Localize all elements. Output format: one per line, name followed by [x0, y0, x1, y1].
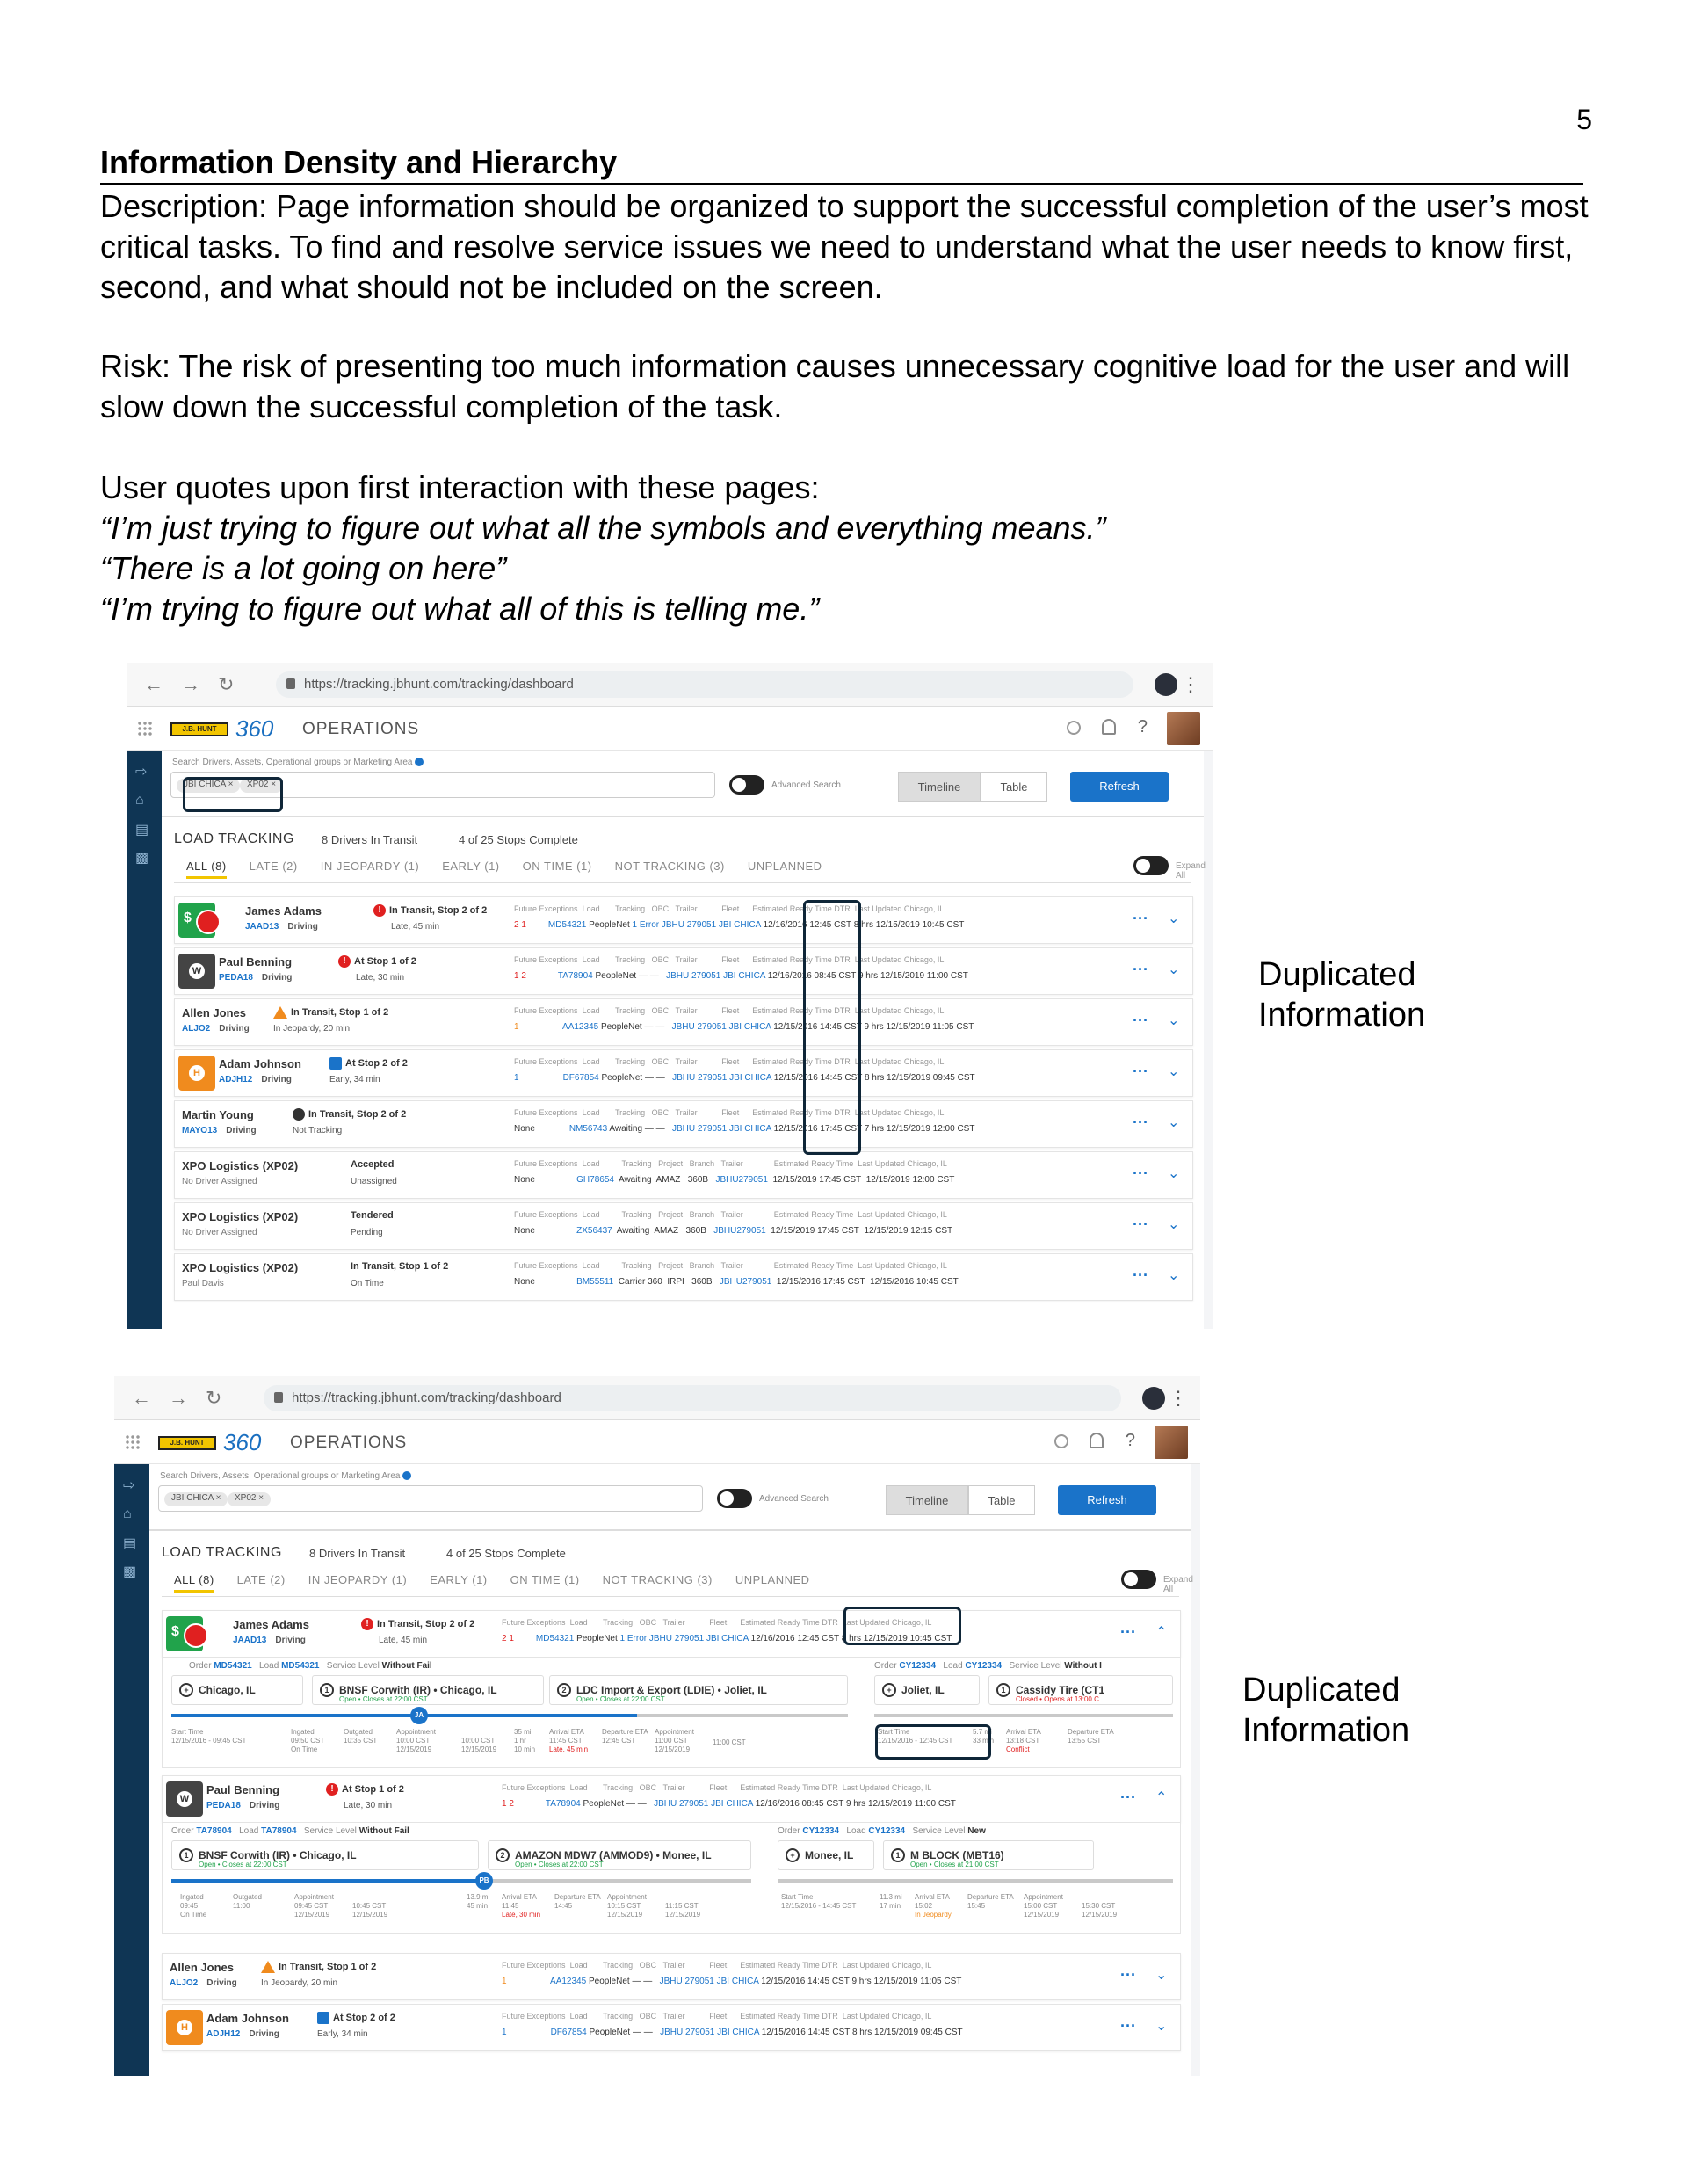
- timeline-details: 11:15 CST 12/15/2019: [665, 1902, 701, 1919]
- order-line: Order MD54321 Load MD54321 Service Level Without Fail: [189, 1661, 432, 1671]
- timeline-details: Start Time 12/15/2016 - 09:45 CST: [171, 1728, 247, 1745]
- column-headers: Future Exceptions Load Tracking OBC Trailer Fleet Estimated Ready Time DTR Last Updated Chicago, IL: [514, 955, 945, 964]
- duplicate-highlight-fleet-column: [803, 900, 861, 1155]
- trip-status: In Transit, Stop 1 of 2: [261, 1961, 376, 1973]
- timeline-details: Appointment 10:00 CST 12/15/2019: [396, 1728, 436, 1753]
- trip-substatus: Early, 34 min: [329, 1075, 380, 1085]
- section-name: OPERATIONS: [290, 1433, 408, 1452]
- chevron-down-icon[interactable]: ⌄: [1168, 1268, 1180, 1283]
- bell-icon[interactable]: [1102, 719, 1116, 735]
- driver-name: James Adams: [245, 904, 322, 918]
- trip-substatus: Late, 45 min: [391, 922, 440, 932]
- stops-complete: 4 of 25 Stops Complete: [446, 1547, 566, 1560]
- timeline-details: Ingated 09:50 CST On Time: [291, 1728, 325, 1753]
- trip-detail-panel: [162, 1823, 1181, 1934]
- expand-all-label: Expand All: [1176, 861, 1206, 881]
- tab-all[interactable]: ALL (8): [174, 1573, 214, 1593]
- quotes-block: [100, 468, 1594, 629]
- driver-name: Adam Johnson: [219, 1057, 301, 1070]
- driver-code: ALJO2 Driving: [182, 1024, 250, 1034]
- timeline-details: Outgated 10:35 CST: [344, 1728, 378, 1745]
- forward-icon[interactable]: →: [181, 673, 200, 695]
- timeline-view-button[interactable]: Timeline: [886, 1485, 968, 1515]
- order-line: Order CY12334 Load CY12334 Service Level Without I: [874, 1661, 1102, 1671]
- tab-on-time[interactable]: ON TIME (1): [510, 1573, 580, 1586]
- plus-icon: +: [786, 1848, 800, 1862]
- trip-status: In Transit, Stop 1 of 2: [273, 1006, 388, 1019]
- browser-chrome: [114, 1376, 1200, 1420]
- exception-dollar-icon: [178, 903, 215, 938]
- duplicate-highlight-ready-time: [844, 1607, 961, 1645]
- timeline-details: 11.3 mi 17 min: [880, 1893, 902, 1910]
- driver-code: ALJO2 Driving: [170, 1978, 237, 1988]
- column-headers: Future Exceptions Load Tracking OBC Trailer Fleet Estimated Ready Time DTR Last Updated Chicago, IL: [502, 2012, 932, 2021]
- trip-status: Tendered: [351, 1210, 394, 1221]
- trip-substatus: Unassigned: [351, 1177, 397, 1186]
- tab-all[interactable]: ALL (8): [186, 860, 227, 879]
- filter-tabs: [174, 1573, 833, 1593]
- driver-name: Paul Benning: [219, 955, 293, 969]
- tab-on-time[interactable]: ON TIME (1): [522, 860, 592, 873]
- info-badge-icon: [317, 2012, 329, 2024]
- refresh-button[interactable]: Refresh: [1058, 1485, 1156, 1515]
- help-icon[interactable]: ?: [1125, 1431, 1135, 1450]
- stop-card[interactable]: 2 LDC Import & Export (LDIE) • Joliet, IL Open • Closes at 22:00 CST: [549, 1675, 848, 1705]
- back-icon[interactable]: ←: [132, 1387, 151, 1409]
- column-headers: Future Exceptions Load Tracking OBC Trailer Fleet Estimated Ready Time DTR Last Updated Chicago, IL: [502, 1618, 932, 1627]
- more-options-icon[interactable]: ···: [1133, 1266, 1148, 1284]
- main-content: [162, 751, 1204, 1329]
- load-row[interactable]: [174, 1049, 1193, 1097]
- jbhunt-logo: J.B. HUNT: [170, 722, 228, 736]
- timeline-details: Outgated 11:00: [233, 1893, 262, 1910]
- chevron-down-icon[interactable]: ⌄: [1155, 1968, 1168, 1983]
- timeline-details: Start Time 12/15/2016 - 14:45 CST: [781, 1893, 857, 1910]
- carrier-name: XPO Logistics (XP02): [182, 1261, 299, 1274]
- timeline-details: Arrival ETA 11:45 CST Late, 45 min: [549, 1728, 589, 1753]
- timeline-details: Appointment 15:00 CST 12/15/2019: [1024, 1893, 1063, 1919]
- quotes-intro: User quotes upon first interaction with these pages:: [100, 469, 820, 505]
- tab-not-tracking[interactable]: NOT TRACKING (3): [614, 860, 725, 873]
- timeline-details: Appointment 11:00 CST 12/15/2019: [655, 1728, 694, 1753]
- stop-number-icon: 1: [996, 1683, 1010, 1697]
- trip-substatus: Late, 30 min: [356, 973, 405, 983]
- stop-card[interactable]: 1 BNSF Corwith (IR) • Chicago, IL Open • Closes at 22:00 CST: [171, 1840, 479, 1870]
- driver-h-icon: [178, 1056, 215, 1091]
- search-icon[interactable]: [1067, 721, 1081, 735]
- row-values: 1 DF67854 PeopleNet — — JBHU 279051 JBI CHICA 12/15/2016 14:45 CST 8 hrs 12/15/2019 09:45 CST: [514, 1073, 975, 1083]
- driver-name: James Adams: [233, 1618, 309, 1631]
- tab-in-jeopardy[interactable]: IN JEOPARDY (1): [308, 1573, 408, 1586]
- chevron-down-icon[interactable]: ⌄: [1168, 1166, 1180, 1181]
- trip-status: ! In Transit, Stop 2 of 2: [373, 904, 487, 917]
- trip-detail-panel: [162, 1658, 1181, 1768]
- app-grid-icon[interactable]: [125, 1434, 141, 1450]
- warning-icon: [261, 1961, 275, 1973]
- lock-icon: [274, 1392, 283, 1403]
- trip-status: ! At Stop 1 of 2: [338, 955, 416, 968]
- browser-chrome: [127, 663, 1213, 707]
- chevron-down-icon[interactable]: ⌄: [1155, 2019, 1168, 2034]
- alert-icon: !: [373, 904, 386, 917]
- row-values: 2 1 MD54321 PeopleNet 1 Error JBHU 279051 JBI CHICA 12/16/2016 12:45 CST 8 hrs 12/15/2019 10:45 CST: [514, 920, 965, 930]
- trip-status: Accepted: [351, 1159, 395, 1170]
- driver-code: PEDA18 Driving: [206, 1801, 280, 1810]
- pin-icon[interactable]: ⇨: [123, 1478, 135, 1493]
- app-header: [127, 707, 1213, 751]
- advanced-search-label: Advanced Search: [759, 1494, 829, 1504]
- browser-menu-icon[interactable]: ⋮: [1169, 1387, 1188, 1409]
- stop-card[interactable]: 1 BNSF Corwith (IR) • Chicago, IL Open • Closes at 22:00 CST: [312, 1675, 544, 1705]
- order-line: Order TA78904 Load TA78904 Service Level Without Fail: [171, 1826, 409, 1836]
- row-values: 1 2 TA78904 PeopleNet — — JBHU 279051 JBI CHICA 12/16/2016 08:45 CST 9 hrs 12/15/2019 11:00 CST: [514, 971, 968, 981]
- timeline-details: 5.7 mi 33 min: [973, 1728, 995, 1745]
- trip-status: In Transit, Stop 2 of 2: [293, 1108, 406, 1121]
- stops-complete: 4 of 25 Stops Complete: [459, 833, 578, 846]
- alert-icon: !: [338, 955, 351, 968]
- url-text: https://tracking.jbhunt.com/tracking/dashboard: [292, 1390, 561, 1405]
- load-row[interactable]: [174, 1253, 1193, 1301]
- load-row[interactable]: [174, 896, 1193, 944]
- row-values: 1 DF67854 PeopleNet — — JBHU 279051 JBI CHICA 12/15/2016 14:45 CST 8 hrs 12/15/2019 09:45 CST: [502, 2028, 963, 2037]
- drivers-in-transit: 8 Drivers In Transit: [322, 833, 418, 846]
- trip-substatus: Late, 45 min: [379, 1636, 428, 1645]
- driver-name: Paul Benning: [206, 1783, 280, 1796]
- load-row[interactable]: [162, 2004, 1181, 2051]
- trip-substatus: In Jeopardy, 20 min: [273, 1024, 351, 1034]
- pin-icon[interactable]: ⇨: [135, 765, 148, 780]
- timeline-details: 35 mi 1 hr 10 min: [514, 1728, 536, 1753]
- bell-icon[interactable]: [1090, 1433, 1104, 1448]
- dashboard-screenshot-expanded: [114, 1376, 1200, 2076]
- trip-substatus: Pending: [351, 1228, 383, 1237]
- filter-chip[interactable]: JBI CHICA ×: [164, 1492, 228, 1506]
- more-options-icon[interactable]: ···: [1133, 1215, 1148, 1233]
- progress-track: [778, 1879, 1173, 1883]
- chevron-down-icon[interactable]: ⌄: [1168, 1013, 1180, 1028]
- progress-track: [874, 1714, 1173, 1717]
- driver-name: Allen Jones: [170, 1961, 234, 1974]
- tab-not-tracking[interactable]: NOT TRACKING (3): [602, 1573, 713, 1586]
- filter-chip[interactable]: JBI CHICA ×: [177, 779, 240, 793]
- stop-number-icon: 1: [320, 1683, 334, 1697]
- annotation-label: Duplicated Information: [1242, 1672, 1410, 1749]
- info-badge-icon: [329, 1057, 342, 1070]
- more-options-icon[interactable]: ···: [1133, 1165, 1148, 1182]
- page-number: 5: [1576, 104, 1592, 135]
- forward-icon[interactable]: →: [169, 1387, 188, 1409]
- driver-position-pin: PB: [475, 1872, 493, 1890]
- more-options-icon[interactable]: ···: [1133, 1114, 1148, 1131]
- driver-w-icon: [166, 1781, 203, 1817]
- timeline-details: Appointment 09:45 CST 12/15/2019: [294, 1893, 334, 1919]
- stop-card[interactable]: 2 AMAZON MDW7 (AMMOD9) • Monee, IL Open • Closes at 22:00 CST: [488, 1840, 751, 1870]
- expand-all-label: Expand All: [1163, 1575, 1193, 1594]
- analytics-icon[interactable]: ▩: [123, 1564, 137, 1579]
- row-values: 1 2 TA78904 PeopleNet — — JBHU 279051 JBI CHICA 12/16/2016 08:45 CST 9 hrs 12/15/2019 11:00 CST: [502, 1799, 956, 1809]
- alert-icon: !: [361, 1618, 373, 1630]
- product-logo: 360: [235, 715, 274, 742]
- load-row-expanded[interactable]: [162, 1775, 1181, 1823]
- browser-menu-icon[interactable]: ⋮: [1181, 673, 1200, 695]
- more-options-icon[interactable]: ···: [1120, 2017, 1136, 2035]
- chevron-down-icon[interactable]: ⌄: [1168, 1064, 1180, 1079]
- more-options-icon[interactable]: ···: [1133, 1063, 1148, 1080]
- drivers-in-transit: 8 Drivers In Transit: [309, 1547, 406, 1560]
- search-icon[interactable]: [1054, 1434, 1068, 1448]
- driver-w-icon: [178, 954, 215, 989]
- timeline-details: Start Time 12/15/2016 - 12:45 CST: [878, 1728, 953, 1745]
- main-content: [149, 1464, 1191, 2076]
- tab-early[interactable]: EARLY (1): [442, 860, 500, 873]
- plus-icon: +: [882, 1683, 896, 1697]
- progress-track: [488, 1879, 751, 1883]
- timeline-details: Departure ETA 14:45: [554, 1893, 601, 1910]
- trip-status: ! At Stop 1 of 2: [326, 1783, 404, 1796]
- tab-in-jeopardy[interactable]: IN JEOPARDY (1): [320, 860, 420, 873]
- more-options-icon[interactable]: ···: [1120, 1623, 1136, 1641]
- driver-name: Adam Johnson: [206, 2012, 289, 2025]
- quote: “There is a lot going on here”: [100, 550, 507, 586]
- driver-assignment: No Driver Assigned: [182, 1177, 257, 1186]
- reload-icon[interactable]: ↻: [218, 673, 235, 695]
- stop-number-icon: 2: [557, 1683, 571, 1697]
- section-title: Information Density and Hierarchy: [100, 144, 1583, 185]
- jbhunt-logo: J.B. HUNT: [158, 1436, 216, 1450]
- driver-code: PEDA18 Driving: [219, 973, 293, 983]
- not-tracking-icon: [293, 1108, 305, 1121]
- home-icon[interactable]: ⌂: [123, 1506, 132, 1521]
- app-grid-icon[interactable]: [137, 721, 153, 736]
- app-header: [114, 1420, 1200, 1464]
- url-text: https://tracking.jbhunt.com/tracking/dashboard: [304, 677, 574, 692]
- order-line: Order CY12334 Load CY12334 Service Level New: [778, 1826, 986, 1836]
- timeline-details: 10:00 CST 12/15/2019: [461, 1737, 497, 1753]
- stop-number-icon: 1: [179, 1848, 193, 1862]
- row-values: None ZX56437 Awaiting AMAZ 360B JBHU279051 12/15/2019 17:45 CST 12/15/2019 12:15 CST: [514, 1226, 953, 1236]
- timeline-details: 10:45 CST 12/15/2019: [352, 1902, 388, 1919]
- column-headers: Future Exceptions Load Tracking Project Branch Trailer Estimated Ready Time Last Updated Chicago, IL: [514, 1261, 947, 1270]
- dashboard-screenshot-collapsed: [127, 663, 1213, 1329]
- stop-number-icon: 2: [496, 1848, 510, 1862]
- tab-unplanned[interactable]: UNPLANNED: [747, 860, 822, 873]
- row-values: 2 1 MD54321 PeopleNet 1 Error JBHU 279051 JBI CHICA 12/16/2016 12:45 CST 8 hrs 12/15/2019 10:45 CST: [502, 1634, 952, 1643]
- help-icon[interactable]: ?: [1137, 717, 1148, 736]
- plus-icon: +: [179, 1683, 193, 1697]
- left-nav: [114, 1464, 149, 2076]
- column-headers: Future Exceptions Load Tracking OBC Trailer Fleet Estimated Ready Time DTR Last Updated Chicago, IL: [514, 904, 945, 913]
- carrier-name: XPO Logistics (XP02): [182, 1159, 299, 1172]
- expand-all-toggle[interactable]: [1133, 856, 1169, 875]
- progress-track: [637, 1714, 848, 1717]
- column-headers: Future Exceptions Load Tracking OBC Trailer Fleet Estimated Ready Time DTR Last Updated Chicago, IL: [502, 1961, 932, 1970]
- load-row-expanded[interactable]: [162, 1610, 1181, 1658]
- left-nav: [127, 751, 162, 1329]
- user-avatar[interactable]: [1167, 712, 1200, 745]
- back-icon[interactable]: ←: [144, 673, 163, 695]
- column-headers: Future Exceptions Load Tracking OBC Trailer Fleet Estimated Ready Time DTR Last Updated Chicago, IL: [514, 1108, 945, 1117]
- driver-code: ADJH12 Driving: [219, 1075, 292, 1085]
- load-row[interactable]: [174, 1202, 1193, 1250]
- more-options-icon[interactable]: ···: [1133, 961, 1148, 978]
- timeline-details: 13.9 mi 45 min: [467, 1893, 490, 1910]
- more-options-icon[interactable]: ···: [1120, 1966, 1136, 1984]
- timeline-details: Arrival ETA 11:45 Late, 30 min: [502, 1893, 541, 1919]
- filter-chip[interactable]: XP02 ×: [240, 779, 283, 793]
- info-icon[interactable]: [402, 1471, 411, 1480]
- trip-substatus: Early, 34 min: [317, 2029, 368, 2039]
- address-bar[interactable]: [264, 1385, 1121, 1411]
- timeline-details: Arrival ETA 13:18 CST Conflict: [1006, 1728, 1041, 1753]
- trip-substatus: Late, 30 min: [344, 1801, 393, 1810]
- section-name: OPERATIONS: [302, 720, 420, 738]
- row-values: None BM55511 Carrier 360 IRPI 360B JBHU279051 12/15/2016 17:45 CST 12/15/2016 10:45 CST: [514, 1277, 959, 1287]
- profile-avatar-icon[interactable]: [1155, 673, 1177, 696]
- more-options-icon[interactable]: ···: [1120, 1789, 1136, 1806]
- driver-assignment: No Driver Assigned: [182, 1228, 257, 1237]
- expand-all-toggle[interactable]: [1121, 1570, 1156, 1589]
- driver-code: JAAD13 Driving: [245, 922, 318, 932]
- chevron-up-icon[interactable]: ⌃: [1155, 1790, 1168, 1805]
- chevron-down-icon[interactable]: ⌄: [1168, 962, 1180, 977]
- advanced-search-label: Advanced Search: [771, 780, 841, 790]
- table-view-button[interactable]: Table: [968, 1485, 1035, 1515]
- search-input[interactable]: [158, 1485, 703, 1512]
- trip-substatus: On Time: [351, 1279, 384, 1288]
- duplicate-highlight-fleet-chip: [183, 777, 283, 812]
- more-options-icon[interactable]: ···: [1133, 1012, 1148, 1029]
- timeline-details: Departure ETA 15:45: [967, 1893, 1014, 1910]
- profile-avatar-icon[interactable]: [1142, 1387, 1165, 1410]
- home-icon[interactable]: ⌂: [135, 793, 144, 808]
- row-values: 1 AA12345 PeopleNet — — JBHU 279051 JBI CHICA 12/15/2016 14:45 CST 9 hrs 12/15/2019 11:05 CST: [502, 1977, 962, 1986]
- user-avatar[interactable]: [1155, 1426, 1188, 1459]
- alert-icon: !: [326, 1783, 338, 1796]
- clipboard-icon[interactable]: ▤: [135, 823, 149, 838]
- driver-code: MAYO13 Driving: [182, 1126, 257, 1136]
- column-headers: Future Exceptions Load Tracking OBC Trailer Fleet Estimated Ready Time DTR Last Updated Chicago, IL: [502, 1783, 932, 1792]
- warning-icon: [273, 1006, 287, 1019]
- search-label: Search Drivers, Assets, Operational groups or Marketing Area: [160, 1471, 411, 1481]
- lock-icon: [286, 678, 295, 689]
- description-paragraph: Description: Page information should be organized to support the successful completion of the user’s most critical tasks. To find and resolve service issues we need to understand what the user needs to know first, second, and what should not be included on the screen.: [100, 188, 1589, 305]
- reload-icon[interactable]: ↻: [206, 1387, 222, 1409]
- stop-origin[interactable]: + Joliet, IL: [874, 1675, 980, 1705]
- search-label: Search Drivers, Assets, Operational groups or Marketing Area: [172, 758, 424, 767]
- stop-number-icon: 1: [891, 1848, 905, 1862]
- trip-substatus: In Jeopardy, 20 min: [261, 1978, 338, 1988]
- chevron-down-icon[interactable]: ⌄: [1168, 911, 1180, 926]
- driver-code: JAAD13 Driving: [233, 1636, 306, 1645]
- quote: “I’m trying to figure out what all of this is telling me.”: [100, 591, 820, 627]
- driver-name: Allen Jones: [182, 1006, 246, 1019]
- stop-card[interactable]: 1 M BLOCK (MBT16) Open • Closes at 21:00 CST: [883, 1840, 1094, 1870]
- filter-tabs: [186, 860, 845, 879]
- column-headers: Future Exceptions Load Tracking Project Branch Trailer Estimated Ready Time Last Updated Chicago, IL: [514, 1159, 947, 1168]
- trip-status: At Stop 2 of 2: [317, 2012, 395, 2024]
- load-tracking-heading: LOAD TRACKING: [174, 831, 294, 846]
- stop-origin[interactable]: + Monee, IL: [778, 1840, 874, 1870]
- row-values: None NM56743 Awaiting — — JBHU 279051 JBI CHICA 12/15/2016 17:45 CST 7 hrs 12/15/2019 12:00 CST: [514, 1124, 975, 1134]
- duplicate-highlight-start-time: [875, 1724, 991, 1760]
- driver-position-pin: JA: [410, 1707, 428, 1724]
- row-values: None GH78654 Awaiting AMAZ 360B JBHU279051 12/15/2019 17:45 CST 12/15/2019 12:00 CST: [514, 1175, 955, 1185]
- advanced-search-toggle[interactable]: [717, 1489, 752, 1508]
- trip-status: In Transit, Stop 1 of 2: [351, 1261, 449, 1272]
- quote: “I’m just trying to figure out what all the symbols and everything means.”: [100, 510, 1106, 546]
- load-row[interactable]: [162, 1953, 1181, 2000]
- tab-late[interactable]: LATE (2): [249, 860, 298, 873]
- stop-card[interactable]: 1 Cassidy Tire (CT1 Closed • Opens at 13:00 C: [988, 1675, 1173, 1705]
- progress-track: [171, 1714, 637, 1717]
- table-view-button[interactable]: Table: [981, 772, 1047, 802]
- risk-paragraph: Risk: The risk of presenting too much information causes unnecessary cognitive load for the user and will slow down the successful completion of the task.: [100, 348, 1570, 424]
- column-headers: Future Exceptions Load Tracking Project Branch Trailer Estimated Ready Time Last Updated Chicago, IL: [514, 1210, 947, 1219]
- chevron-up-icon[interactable]: ⌃: [1155, 1625, 1168, 1640]
- more-options-icon[interactable]: ···: [1133, 910, 1148, 927]
- carrier-name: XPO Logistics (XP02): [182, 1210, 299, 1223]
- progress-track: [171, 1879, 488, 1883]
- load-row[interactable]: [174, 1151, 1193, 1199]
- chevron-down-icon[interactable]: ⌄: [1168, 1217, 1180, 1232]
- driver-assignment: Paul Davis: [182, 1279, 224, 1288]
- tab-late[interactable]: LATE (2): [236, 1573, 286, 1586]
- tab-early[interactable]: EARLY (1): [430, 1573, 488, 1586]
- load-row[interactable]: [174, 947, 1193, 995]
- trip-status: ! In Transit, Stop 2 of 2: [361, 1618, 474, 1630]
- clipboard-icon[interactable]: ▤: [123, 1536, 137, 1551]
- load-row[interactable]: [174, 998, 1193, 1046]
- timeline-details: 15:30 CST 12/15/2019: [1082, 1902, 1118, 1919]
- load-row[interactable]: [174, 1100, 1193, 1148]
- info-icon[interactable]: [415, 758, 424, 766]
- exception-dollar-icon: [166, 1616, 203, 1651]
- chevron-down-icon[interactable]: ⌄: [1168, 1115, 1180, 1130]
- tab-unplanned[interactable]: UNPLANNED: [735, 1573, 810, 1586]
- column-headers: Future Exceptions Load Tracking OBC Trailer Fleet Estimated Ready Time DTR Last Updated Chicago, IL: [514, 1006, 945, 1015]
- timeline-details: Departure ETA 12:45 CST: [602, 1728, 648, 1745]
- timeline-details: Appointment 10:15 CST 12/15/2019: [607, 1893, 647, 1919]
- row-values: 1 AA12345 PeopleNet — — JBHU 279051 JBI CHICA 12/15/2016 14:45 CST 9 hrs 12/15/2019 11:05 CST: [514, 1022, 974, 1032]
- column-headers: Future Exceptions Load Tracking OBC Trailer Fleet Estimated Ready Time DTR Last Updated Chicago, IL: [514, 1057, 945, 1066]
- driver-code: ADJH12 Driving: [206, 2029, 279, 2039]
- driver-name: Martin Young: [182, 1108, 254, 1121]
- timeline-details: 11:00 CST: [713, 1738, 746, 1746]
- analytics-icon[interactable]: ▩: [135, 851, 149, 866]
- advanced-search-toggle[interactable]: [729, 775, 764, 795]
- stop-origin[interactable]: + Chicago, IL: [171, 1675, 303, 1705]
- trip-status: At Stop 2 of 2: [329, 1057, 408, 1070]
- annotation-label: Duplicated Information: [1258, 956, 1426, 1034]
- product-logo: 360: [223, 1429, 262, 1455]
- timeline-details: Departure ETA 13:55 CST: [1068, 1728, 1114, 1745]
- trip-substatus: Not Tracking: [293, 1126, 343, 1136]
- timeline-view-button[interactable]: Timeline: [898, 772, 981, 802]
- address-bar[interactable]: [276, 671, 1133, 698]
- refresh-button[interactable]: Refresh: [1070, 772, 1169, 802]
- timeline-details: Ingated 09:45 On Time: [180, 1893, 207, 1919]
- filter-chip[interactable]: XP02 ×: [228, 1492, 271, 1506]
- load-tracking-heading: LOAD TRACKING: [162, 1545, 282, 1560]
- timeline-details: Arrival ETA 15:02 In Jeopardy: [915, 1893, 952, 1919]
- driver-h-icon: [166, 2010, 203, 2045]
